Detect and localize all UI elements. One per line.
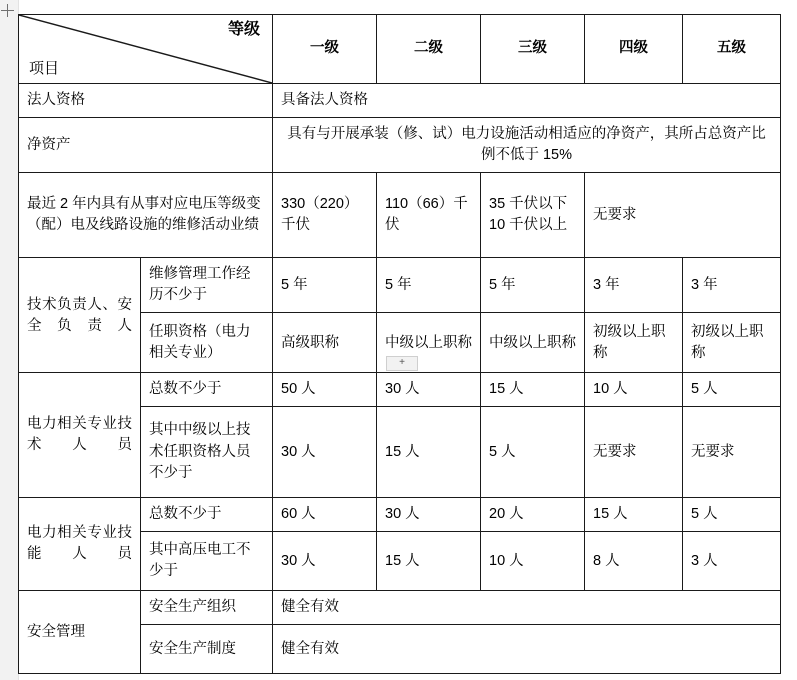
cell-skill-total-grade2: 30 人 (377, 498, 481, 532)
cell-performance-grade3: 35 千伏以下 10 千伏以上 (481, 173, 585, 258)
sub-label-qualification: 任职资格（电力相关专业） (141, 313, 273, 374)
table-row (19, 498, 781, 532)
sub-label-management-experience: 维修管理工作经历不少于 (141, 258, 273, 313)
sub-label-skill-total: 总数不少于 (141, 498, 273, 532)
cell-tech-total-grade5: 5 人 (683, 373, 781, 407)
corner-label-item: 项目 (29, 60, 60, 78)
grade-header-4: 四级 (585, 15, 683, 84)
cell-performance-grade45: 无要求 (585, 173, 781, 258)
cell-hv-grade5: 3 人 (683, 532, 781, 591)
cell-skill-total-grade3: 20 人 (481, 498, 585, 532)
row-label-net-assets: 净资产 (19, 118, 273, 173)
sub-label-tech-total: 总数不少于 (141, 373, 273, 407)
table-row (19, 258, 781, 313)
requirements-table-part1 (18, 14, 781, 374)
requirements-table-part2 (18, 372, 781, 674)
corner-label-grade: 等级 (227, 21, 260, 38)
cell-tech-intermediate-grade5: 无要求 (683, 407, 781, 498)
row-label-tech-personnel: 电力相关专业技术人员 (19, 373, 141, 498)
cell-experience-grade2: 5 年 (377, 258, 481, 313)
cell-qualification-grade5: 初级以上职称 (683, 313, 781, 374)
grade-header-5: 五级 (683, 15, 781, 84)
row-label-skill-personnel: 电力相关专业技能人员 (19, 498, 141, 591)
cell-tech-total-grade3: 15 人 (481, 373, 585, 407)
row-label-recent-performance: 最近 2 年内具有从事对应电压等级变（配）电及线路设施的维修活动业绩 (19, 173, 273, 258)
table-row (19, 118, 781, 173)
row-value-legal-person: 具备法人资格 (273, 84, 781, 118)
cell-safety-system-value: 健全有效 (273, 625, 781, 674)
table-row (19, 591, 781, 625)
cell-skill-total-grade1: 60 人 (273, 498, 377, 532)
cell-skill-total-grade4: 15 人 (585, 498, 683, 532)
cell-skill-total-grade5: 5 人 (683, 498, 781, 532)
sub-label-tech-intermediate: 其中中级以上技术任职资格人员不少于 (141, 407, 273, 498)
cell-experience-grade1: 5 年 (273, 258, 377, 313)
corner-header-cell (19, 15, 273, 84)
cell-qualification-grade2: 中级以上职称 (377, 313, 481, 374)
cell-tech-intermediate-grade1: 30 人 (273, 407, 377, 498)
cell-hv-grade2: 15 人 (377, 532, 481, 591)
cell-tech-intermediate-grade4: 无要求 (585, 407, 683, 498)
row-value-net-assets: 具有与开展承装（修、试）电力设施活动相适应的净资产，其所占总资产比例不低于 15% (273, 118, 781, 173)
cell-safety-organization-value: 健全有效 (273, 591, 781, 625)
cell-tech-total-grade4: 10 人 (585, 373, 683, 407)
table-row (19, 84, 781, 118)
table-row (19, 173, 781, 258)
sub-label-high-voltage-electrician: 其中高压电工不少于 (141, 532, 273, 591)
sub-label-safety-system: 安全生产制度 (141, 625, 273, 674)
cell-experience-grade4: 3 年 (585, 258, 683, 313)
cell-tech-total-grade2: 30 人 (377, 373, 481, 407)
cell-qualification-grade4: 初级以上职称 (585, 313, 683, 374)
sub-label-safety-organization: 安全生产组织 (141, 591, 273, 625)
cell-experience-grade3: 5 年 (481, 258, 585, 313)
grade-header-1: 一级 (273, 15, 377, 84)
cell-tech-intermediate-grade2: 15 人 (377, 407, 481, 498)
cell-qualification-grade3: 中级以上职称 (481, 313, 585, 374)
table-header-row (19, 15, 781, 84)
row-label-safety-management: 安全管理 (19, 591, 141, 674)
row-label-tech-safety-leader: 技术负责人、安全负责人 (19, 258, 141, 374)
page-break-plus-marker[interactable]: + (386, 356, 418, 371)
cell-hv-grade4: 8 人 (585, 532, 683, 591)
grade-header-3: 三级 (481, 15, 585, 84)
table-row (19, 373, 781, 407)
cell-qualification-grade1: 高级职称 (273, 313, 377, 374)
cell-experience-grade5: 3 年 (683, 258, 781, 313)
crosshair-icon (1, 4, 14, 17)
cell-tech-intermediate-grade3: 5 人 (481, 407, 585, 498)
grade-header-2: 二级 (377, 15, 481, 84)
row-label-legal-person: 法人资格 (19, 84, 273, 118)
cell-tech-total-grade1: 50 人 (273, 373, 377, 407)
left-margin-strip (0, 0, 19, 680)
cell-performance-grade1: 330（220）千伏 (273, 173, 377, 258)
cell-hv-grade1: 30 人 (273, 532, 377, 591)
cell-hv-grade3: 10 人 (481, 532, 585, 591)
cell-performance-grade2: 110（66）千伏 (377, 173, 481, 258)
